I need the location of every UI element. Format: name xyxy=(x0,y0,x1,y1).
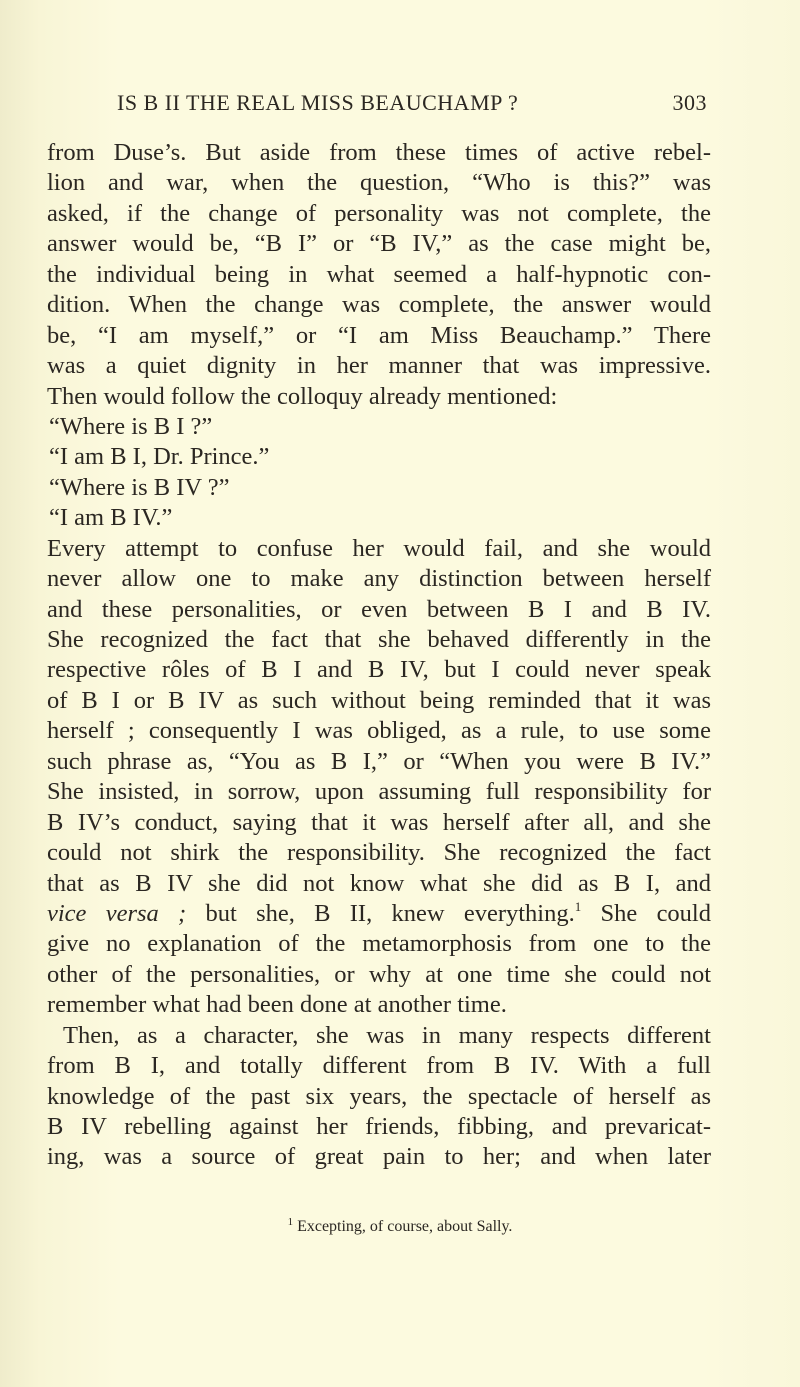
footnote-text: Excepting, of course, about Sally. xyxy=(297,1218,513,1235)
text-line: Then would follow the colloquy already mentioned: xyxy=(47,382,558,410)
text-line: respective rôles of B I and B IV, but I could never speak xyxy=(47,656,711,684)
text-line: She insisted, in sorrow, upon assuming full responsibility for xyxy=(47,778,711,806)
text-line: asked, if the change of personality was not complete, the xyxy=(47,199,711,227)
text-line: and these personalities, or even between B I and B IV. xyxy=(47,595,711,623)
dialogue-line: “I am B IV.” xyxy=(49,504,173,532)
page-number: 303 xyxy=(672,90,707,115)
text-line: B IV’s conduct, saying that it was herself after all, and she xyxy=(47,808,711,836)
footnote-reference[interactable]: 1 xyxy=(574,898,582,914)
italic-phrase: vice versa ; xyxy=(47,899,187,927)
text-line: of B I or B IV as such without being reminded that it was xyxy=(47,686,711,714)
text-line: answer would be, “B I” or “B IV,” as the case might be, xyxy=(47,230,711,258)
text-line: from B I, and totally different from B IV. With a full xyxy=(47,1052,711,1080)
text-line: such phrase as, “You as B I,” or “When you were B IV.” xyxy=(47,747,711,775)
text-line: She recognized the fact that she behaved differently in the xyxy=(47,626,711,653)
text-line: from Duse’s. But aside from these times of active rebel- xyxy=(47,139,711,166)
footnote xyxy=(0,1218,800,1236)
text-line: Then, as a character, she was in many respects different xyxy=(63,1021,711,1049)
dialogue-line: “I am B I, Dr. Prince.” xyxy=(49,443,270,471)
dialogue-line: “Where is B I ?” xyxy=(49,412,213,440)
text-run: She could xyxy=(581,899,711,927)
text-line: be, “I am myself,” or “I am Miss Beauchamp.” There xyxy=(47,321,711,349)
text-line: knowledge of the past six years, the spectacle of herself as xyxy=(47,1082,711,1110)
text-line: B IV rebelling against her friends, fibbing, and prevaricat- xyxy=(47,1113,711,1140)
running-head xyxy=(117,90,707,120)
text-line: remember what had been done at another time. xyxy=(47,991,507,1019)
text-line: give no explanation of the metamorphosis from one to the xyxy=(47,930,711,958)
text-line: the individual being in what seemed a half-hypnotic con- xyxy=(47,260,711,288)
text-line: could not shirk the responsibility. She recognized the fact xyxy=(47,839,711,867)
text-line: dition. When the change was complete, the answer would xyxy=(47,291,711,319)
text-line: ing, was a source of great pain to her; and when later xyxy=(47,1143,711,1171)
text-line: never allow one to make any distinction between herself xyxy=(47,565,711,593)
text-run: but she, B II, knew everything. xyxy=(186,899,575,927)
text-line: was a quiet dignity in her manner that was impressive. xyxy=(47,352,711,380)
body-text xyxy=(47,138,711,1173)
chapter-title: IS B II THE REAL MISS BEAUCHAMP ? xyxy=(117,90,519,115)
footnote-marker: 1 xyxy=(287,1216,294,1228)
text-line: Every attempt to confuse her would fail, and she would xyxy=(47,534,711,562)
text-line-with-footnote xyxy=(47,899,711,929)
text-line: other of the personalities, or why at one time she could not xyxy=(47,960,711,988)
text-line: lion and war, when the question, “Who is this?” was xyxy=(47,169,711,197)
dialogue-line: “Where is B IV ?” xyxy=(49,473,230,501)
text-line: herself ; consequently I was obliged, as a rule, to use some xyxy=(47,717,711,745)
text-line: that as B IV she did not know what she did as B I, and xyxy=(47,869,711,897)
